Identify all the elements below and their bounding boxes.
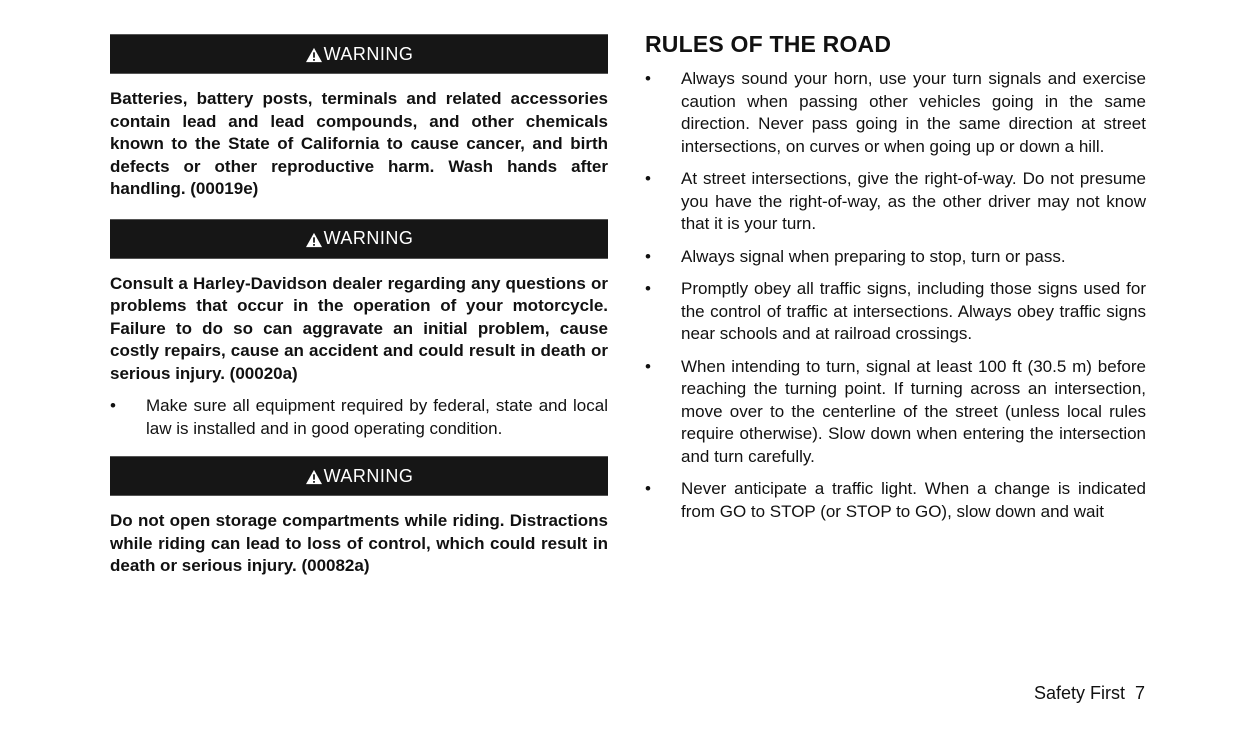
- left-bullet-list: [110, 395, 608, 440]
- list-item: [645, 168, 1146, 236]
- bullet-icon: •: [645, 356, 651, 376]
- warning-text-3: Do not open storage compartments while riding. Distractions while riding can lead to loss of control, which could result in death or serious injury. (00082a): [110, 511, 608, 575]
- bullet-icon: •: [645, 246, 651, 266]
- list-item: [645, 278, 1146, 346]
- footer-section-name: Safety First: [1033, 683, 1125, 703]
- bullet-text: When intending to turn, signal at least 100 ft (30.5 m) before reaching the turning point. If turning across an intersection, move over to the centerline of the street (unless local rules require otherwise). Slow down when entering the intersection and turn carefully.: [681, 356, 1146, 466]
- warning-label: WARNING: [323, 465, 414, 486]
- bullet-text: Always signal when preparing to stop, turn or pass.: [681, 246, 1066, 266]
- warning-triangle-icon: [305, 47, 323, 63]
- list-item: [645, 478, 1146, 523]
- warning-triangle-icon: [305, 469, 323, 485]
- left-column: [110, 34, 608, 578]
- bullet-text: Always sound your horn, use your turn signals and exercise caution when passing other vehicles going in the same direction. Never pass going in the same direction at street intersections, on curves or when going up or down a hill.: [681, 69, 1146, 156]
- bullet-icon: •: [645, 279, 651, 298]
- bullet-text: Never anticipate a traffic light. When a change is indicated from GO to STOP (or STOP to GO), slow down and wait: [681, 479, 1146, 521]
- list-item: [645, 68, 1146, 158]
- list-item: [645, 356, 1146, 469]
- warning-triangle-icon: [305, 232, 323, 248]
- warning-text-1: Batteries, battery posts, terminals and related accessories contain lead and lead compounds, and other chemicals known to the State of California to cause cancer, and birth defects or other reproductive harm. Wash hands after handling. (00019e): [110, 89, 608, 198]
- bullet-icon: •: [110, 396, 116, 415]
- page-number: 7: [1134, 683, 1145, 703]
- warning-label: WARNING: [323, 43, 414, 64]
- rules-bullet-list: [645, 68, 1146, 523]
- list-item: [645, 246, 1146, 269]
- right-column: [645, 30, 1146, 533]
- warning-banner-2: [110, 219, 608, 259]
- bullet-text: Make sure all equipment required by federal, state and local law is installed and in good operating condition.: [146, 396, 608, 438]
- bullet-icon: •: [645, 479, 651, 498]
- bullet-icon: •: [645, 69, 651, 88]
- section-title: RULES OF THE ROAD: [645, 31, 892, 57]
- warning-label: WARNING: [323, 228, 414, 248]
- bullet-text: Promptly obey all traffic signs, including those signs used for the control of traffic at intersections. Always obey traffic signs near schools and at railroad crossings.: [681, 279, 1146, 343]
- list-item: [110, 395, 608, 440]
- page-footer: [1034, 683, 1145, 704]
- bullet-text: At street intersections, give the right-of-way. Do not presume you have the right-of-way, as the other driver may not know that it is your turn.: [681, 169, 1146, 233]
- bullet-icon: •: [645, 169, 651, 188]
- warning-text-2: Consult a Harley-Davidson dealer regarding any questions or problems that occur in the operation of your motorcycle. Failure to do so can aggravate an initial problem, cause costly repairs, cause an accident and could result in death or serious injury. (00020a): [110, 273, 608, 383]
- warning-banner-1: [110, 34, 608, 74]
- warning-banner-3: [110, 456, 608, 496]
